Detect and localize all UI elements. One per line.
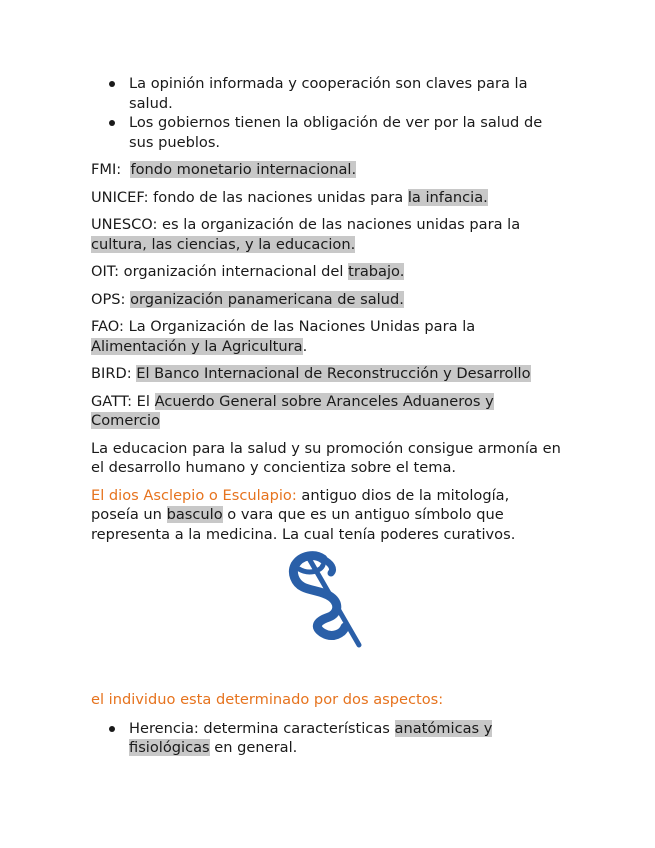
bullet-icon bbox=[109, 81, 115, 87]
definition-oit: OIT: organización internacional del trabajo. bbox=[91, 263, 405, 280]
asclepio-paragraph: El dios Asclepio o Esculapio: antiguo dios de la mitología, poseía un basculo o vara que es un antiguo símbolo que representa a la medicina. La cual tenía poderes curativos. bbox=[91, 486, 516, 543]
aspects-heading: el individuo esta determinado por dos aspectos: bbox=[91, 691, 444, 708]
bottom-bullet-list bbox=[91, 719, 561, 758]
definition-gatt: GATT: El Acuerdo General sobre Aranceles Aduaneros y Comercio bbox=[91, 392, 494, 429]
rod-of-asclepius-icon bbox=[287, 547, 367, 651]
definition-ops: OPS: organización panamericana de salud. bbox=[91, 290, 404, 308]
definition-unicef: UNICEF: fondo de las naciones unidas para la infancia. bbox=[91, 188, 488, 206]
list-item: Los gobiernos tienen la obligación de ver por la salud de sus pueblos. bbox=[129, 113, 561, 152]
top-bullet-list bbox=[91, 74, 561, 152]
bullet-icon bbox=[109, 726, 115, 732]
education-paragraph: La educacion para la salud y su promoción consigue armonía en el desarrollo humano y concientiza sobre el tema. bbox=[91, 439, 561, 476]
document-body bbox=[91, 74, 561, 758]
list-item: Herencia: determina características anatómicas y fisiológicas en general. bbox=[129, 719, 561, 758]
list-item: La opinión informada y cooperación son claves para la salud. bbox=[129, 74, 561, 113]
definition-fao: FAO: La Organización de las Naciones Unidas para la Alimentación y la Agricultura. bbox=[91, 318, 476, 355]
asclepio-title: El dios Asclepio o Esculapio: bbox=[91, 486, 297, 504]
definition-unesco: UNESCO: es la organización de las naciones unidas para la cultura, las ciencias, y la educacion. bbox=[91, 216, 521, 253]
definition-bird: BIRD: El Banco Internacional de Reconstrucción y Desarrollo bbox=[91, 365, 531, 382]
bullet-icon bbox=[109, 120, 115, 126]
definition-fmi: FMI: fondo monetario internacional. bbox=[91, 161, 357, 178]
